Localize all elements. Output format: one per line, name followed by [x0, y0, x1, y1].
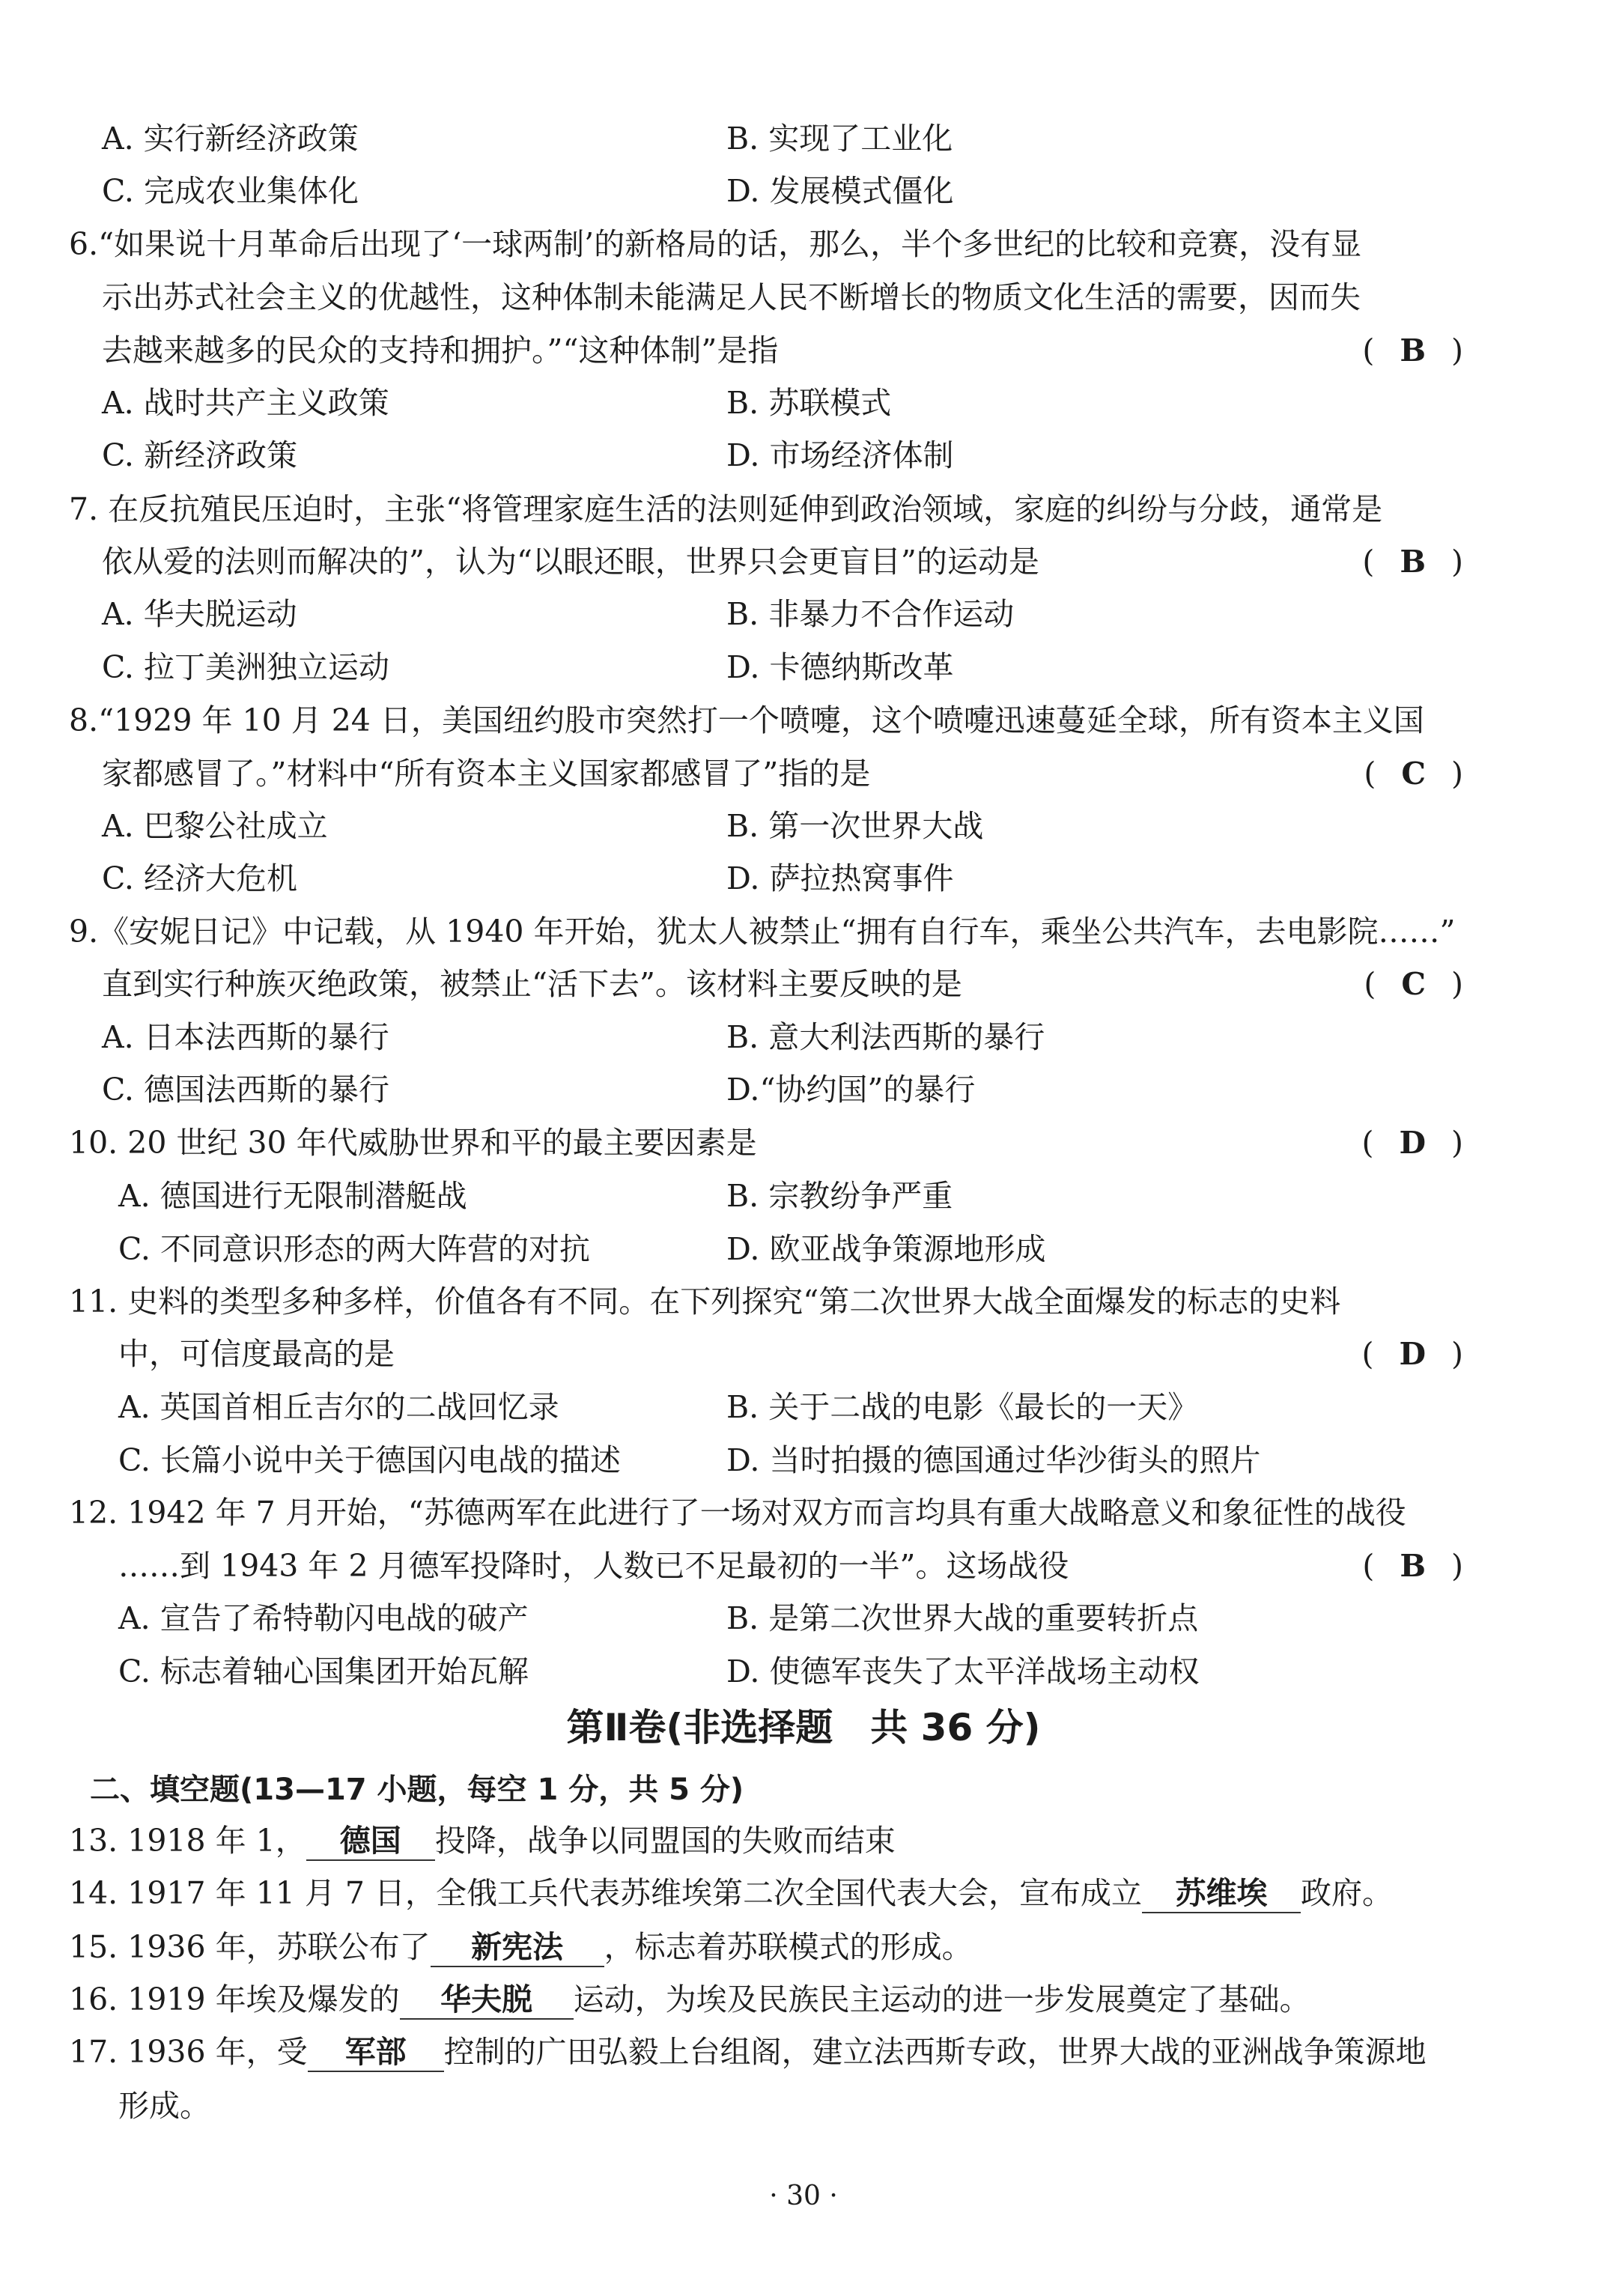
q12-option-d: D. 使德军丧失了太平洋战场主动权 — [726, 1653, 1200, 1689]
q15-text-pre: 15. 1936 年，苏联公布了 — [69, 1929, 431, 1965]
q11-option-a: A. 英国首相丘吉尔的二战回忆录 — [118, 1389, 559, 1425]
q6-option-d: D. 市场经济体制 — [726, 437, 954, 473]
q5-option-d: D. 发展模式僵化 — [726, 173, 954, 209]
q7-answer: ( B ) — [1362, 544, 1463, 580]
q17-line-2: 形成。 — [118, 2088, 210, 2124]
q6-answer: ( B ) — [1362, 332, 1463, 368]
q6-option-c: C. 新经济政策 — [102, 437, 297, 473]
q17-text-post: 控制的广田弘毅上台组阁，建立法西斯专政，世界大战的亚洲战争策源地 — [443, 2034, 1427, 2070]
q8-answer: ( C ) — [1364, 756, 1463, 792]
q11-option-c: C. 长篇小说中关于德国闪电战的描述 — [118, 1442, 621, 1478]
q10-answer: ( D ) — [1361, 1125, 1463, 1161]
q15-line — [69, 1925, 973, 1969]
q14-blank-answer: 苏维埃 — [1142, 1874, 1301, 1913]
q6-stem-line-3: 去越来越多的民众的支持和拥护。”“这种体制”是指 — [102, 332, 779, 368]
q12-option-c: C. 标志着轴心国集团开始瓦解 — [118, 1653, 529, 1689]
q8-option-c: C. 经济大危机 — [102, 860, 297, 896]
q16-blank-answer: 华夫脱 — [400, 1981, 574, 2020]
q16-text-post: 运动，为埃及民族民主运动的进一步发展奠定了基础。 — [573, 1981, 1310, 2017]
q17-text-pre: 17. 1936 年，受 — [69, 2034, 308, 2070]
q8-stem-line-1: 8.“1929 年 10 月 24 日，美国纽约股市突然打一个喷嚏，这个喷嚏迅速蔓延全球，所有资本主义国 — [69, 702, 1424, 738]
q7-stem-line-1: 7. 在反抗殖民压迫时，主张“将管理家庭生活的法则延伸到政治领域，家庭的纠纷与分歧，通常是 — [69, 491, 1383, 527]
q8-option-d: D. 萨拉热窝事件 — [726, 860, 954, 896]
page-number: · 30 · — [769, 2181, 838, 2211]
q10-option-a: A. 德国进行无限制潜艇战 — [118, 1178, 467, 1214]
q5-option-a: A. 实行新经济政策 — [102, 121, 359, 157]
q15-text-post: ，标志着苏联模式的形成。 — [604, 1929, 973, 1965]
q13-text-post: 投降，战争以同盟国的失败而结束 — [434, 1823, 896, 1859]
q7-option-c: C. 拉丁美洲独立运动 — [102, 649, 389, 685]
q8-stem-line-2: 家都感冒了。”材料中“所有资本主义国家都感冒了”指的是 — [102, 756, 871, 792]
q9-option-b: B. 意大利法西斯的暴行 — [726, 1019, 1045, 1055]
q6-option-a: A. 战时共产主义政策 — [102, 385, 389, 421]
q14-line — [69, 1871, 1393, 1916]
q9-option-d: D.“协约国”的暴行 — [726, 1072, 976, 1108]
q9-option-a: A. 日本法西斯的暴行 — [102, 1019, 389, 1055]
q12-answer: ( B ) — [1362, 1548, 1463, 1584]
q9-option-c: C. 德国法西斯的暴行 — [102, 1072, 389, 1108]
q10-option-b: B. 宗教纷争严重 — [726, 1178, 953, 1214]
q12-option-a: A. 宣告了希特勒闪电战的破产 — [118, 1600, 529, 1636]
q7-option-d: D. 卡德纳斯改革 — [726, 649, 954, 685]
q13-text-pre: 13. 1918 年 1， — [69, 1823, 306, 1859]
q7-stem-line-2: 依从爱的法则而解决的”，认为“以眼还眼，世界只会更盲目”的运动是 — [102, 544, 1039, 580]
q13-line — [69, 1818, 896, 1863]
q17-blank-answer: 军部 — [308, 2033, 444, 2072]
q12-option-b: B. 是第二次世界大战的重要转折点 — [726, 1600, 1199, 1636]
q6-stem-line-2: 示出苏式社会主义的优越性，这种体制未能满足人民不断增长的物质文化生活的需要，因而失 — [102, 279, 1361, 315]
q13-blank-answer: 德国 — [306, 1822, 435, 1861]
q16-line — [69, 1977, 1310, 2022]
q7-option-a: A. 华夫脱运动 — [102, 596, 297, 632]
q7-option-b: B. 非暴力不合作运动 — [726, 596, 1015, 632]
q12-stem-line-1: 12. 1942 年 7 月开始，“苏德两军在此进行了一场对双方而言均具有重大战略意义和象征性的战役 — [69, 1495, 1406, 1531]
q9-answer: ( C ) — [1364, 966, 1463, 1002]
q10-stem-line-1: 10. 20 世纪 30 年代威胁世界和平的最主要因素是 — [69, 1125, 757, 1161]
q14-text-pre: 14. 1917 年 11 月 7 日，全俄工兵代表苏维埃第二次全国代表大会，宣布成立 — [69, 1875, 1142, 1911]
q17-line-1 — [69, 2029, 1427, 2074]
fill-in-section-heading: 二、填空题(13—17 小题，每空 1 分，共 5 分) — [90, 1773, 744, 1807]
q11-stem-line-2: 中，可信度最高的是 — [118, 1336, 395, 1372]
q6-stem-line-1: 6.“如果说十月革命后出现了‘一球两制’的新格局的话，那么，半个多世纪的比较和竞赛，没有显 — [69, 226, 1362, 262]
q16-text-pre: 16. 1919 年埃及爆发的 — [69, 1981, 400, 2017]
q5-option-c: C. 完成农业集体化 — [102, 173, 359, 209]
q11-option-b: B. 关于二战的电影《最长的一天》 — [726, 1389, 1199, 1425]
q11-option-d: D. 当时拍摄的德国通过华沙街头的照片 — [726, 1442, 1261, 1478]
q11-answer: ( D ) — [1361, 1336, 1463, 1372]
section-2-title: 第Ⅱ卷(非选择题 共 36 分) — [566, 1706, 1041, 1749]
q9-stem-line-1: 9.《安妮日记》中记载，从 1940 年开始，犹太人被禁止“拥有自行车，乘坐公共汽车，去电影院……” — [69, 914, 1456, 950]
q14-text-post: 政府。 — [1301, 1875, 1393, 1911]
q5-option-b: B. 实现了工业化 — [726, 121, 953, 157]
q10-option-d: D. 欧亚战争策源地形成 — [726, 1231, 1046, 1267]
q15-blank-answer: 新宪法 — [431, 1928, 604, 1967]
q9-stem-line-2: 直到实行种族灭绝政策，被禁止“活下去”。该材料主要反映的是 — [102, 966, 962, 1002]
q6-option-b: B. 苏联模式 — [726, 385, 892, 421]
q8-option-b: B. 第一次世界大战 — [726, 808, 984, 844]
q10-option-c: C. 不同意识形态的两大阵营的对抗 — [118, 1231, 590, 1267]
q8-option-a: A. 巴黎公社成立 — [102, 808, 328, 844]
q11-stem-line-1: 11. 史料的类型多种多样，价值各有不同。在下列探究“第二次世界大战全面爆发的标志的史料 — [69, 1284, 1341, 1319]
q12-stem-line-2: ……到 1943 年 2 月德军投降时，人数已不足最初的一半”。这场战役 — [118, 1548, 1069, 1584]
